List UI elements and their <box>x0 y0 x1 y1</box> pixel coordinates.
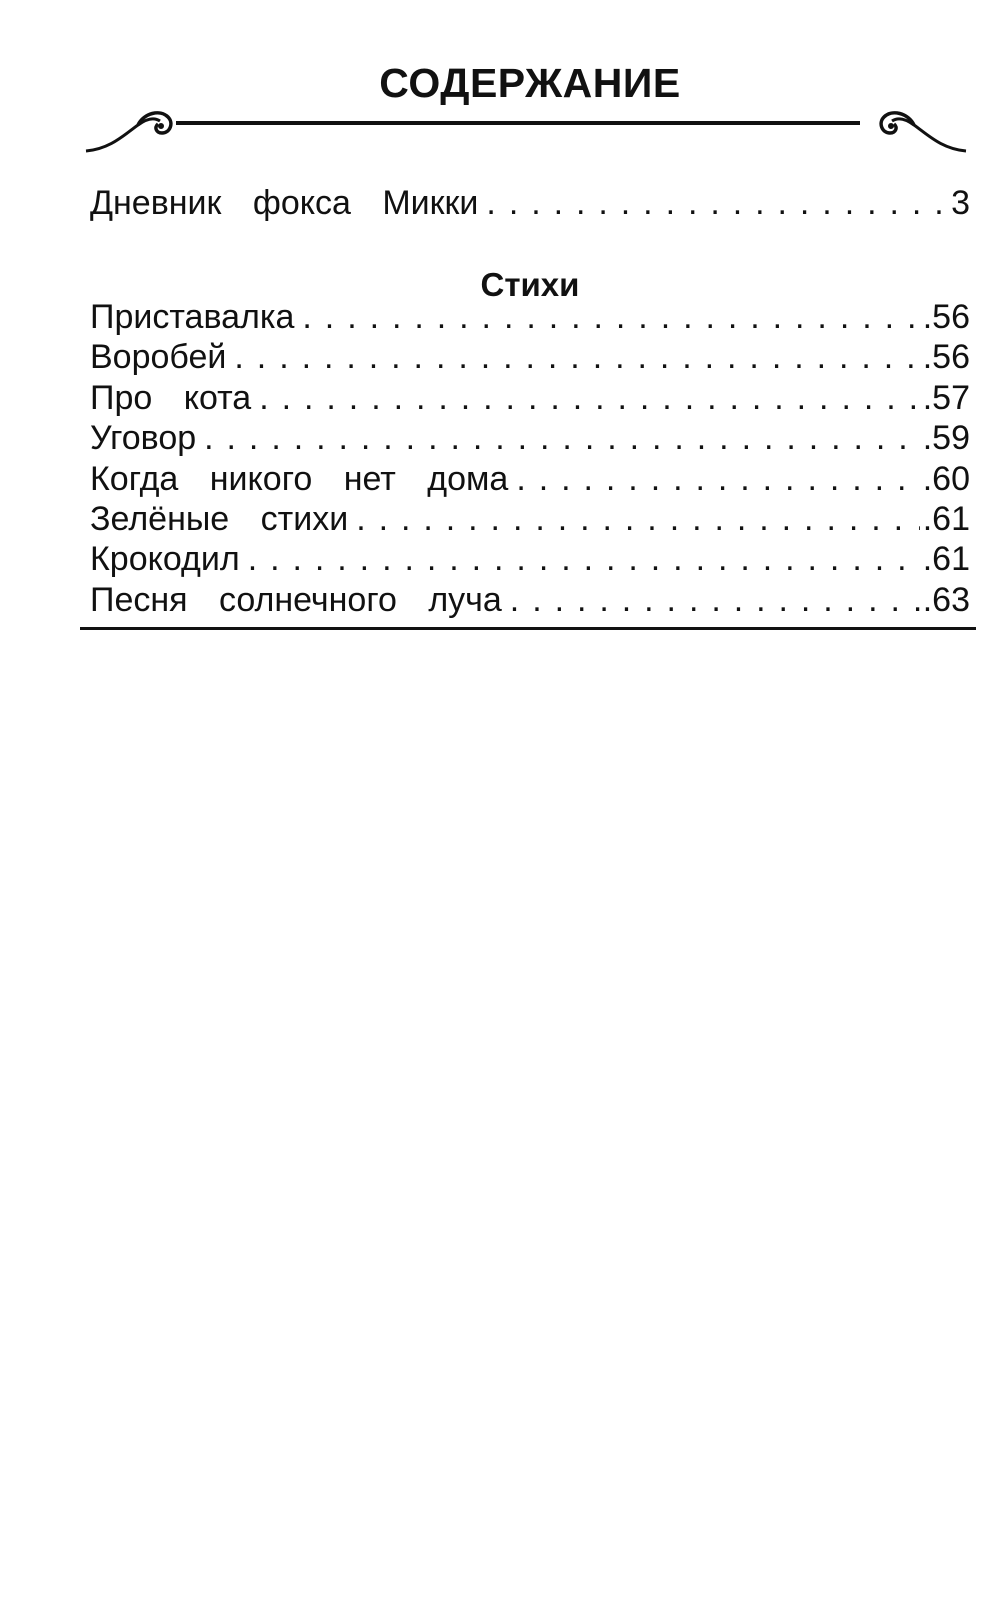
dot-leader <box>234 337 919 377</box>
toc-page-number: .63 <box>922 580 970 619</box>
toc-page-number: .60 <box>922 459 970 498</box>
toc-page-number: 3 <box>951 184 970 222</box>
toc-entry-title: Когда никого нет дома <box>90 459 509 498</box>
toc-row[interactable] <box>90 499 970 539</box>
dot-leader <box>486 183 948 223</box>
dot-leader <box>510 580 920 620</box>
toc-entry-title: Воробей <box>90 338 227 377</box>
toc-first-entry <box>90 183 970 223</box>
toc-row[interactable] <box>90 337 970 377</box>
toc-row[interactable] <box>90 297 970 337</box>
toc-page-number: .59 <box>922 419 970 458</box>
dot-leader <box>259 378 920 418</box>
dot-leader <box>356 499 920 539</box>
section-heading: Стихи <box>480 266 580 303</box>
toc-entry-title: Дневник фокса Микки <box>90 184 479 222</box>
toc-row[interactable] <box>90 183 970 223</box>
toc-entry-title: Про кота <box>90 378 252 417</box>
toc-section-list <box>90 297 970 620</box>
toc-page-number: .57 <box>922 378 970 417</box>
toc-entry-title: Песня солнечного луча <box>90 580 502 619</box>
toc-entry-title: Уговор <box>90 419 197 458</box>
toc-entry-title: Зелёные стихи <box>90 499 349 538</box>
toc-entry-title: Приставалка <box>90 298 295 336</box>
dot-leader <box>248 539 920 579</box>
toc-page-number: .61 <box>922 540 970 579</box>
toc-row[interactable] <box>90 459 970 499</box>
dot-leader <box>516 459 919 499</box>
bottom-rule <box>80 627 976 630</box>
toc-row[interactable] <box>90 378 970 418</box>
toc-page-number: .56 <box>922 298 970 336</box>
toc-entry-title: Крокодил <box>90 540 240 579</box>
dot-leader <box>302 297 919 337</box>
page-title: СОДЕРЖАНИЕ <box>379 60 681 106</box>
toc-page-number: .56 <box>922 338 970 377</box>
toc-row[interactable] <box>90 539 970 579</box>
ornamental-divider <box>80 103 972 163</box>
dot-leader <box>204 418 920 458</box>
toc-row[interactable] <box>90 418 970 458</box>
toc-page-number: .61 <box>922 499 970 538</box>
toc-row[interactable] <box>90 580 970 620</box>
